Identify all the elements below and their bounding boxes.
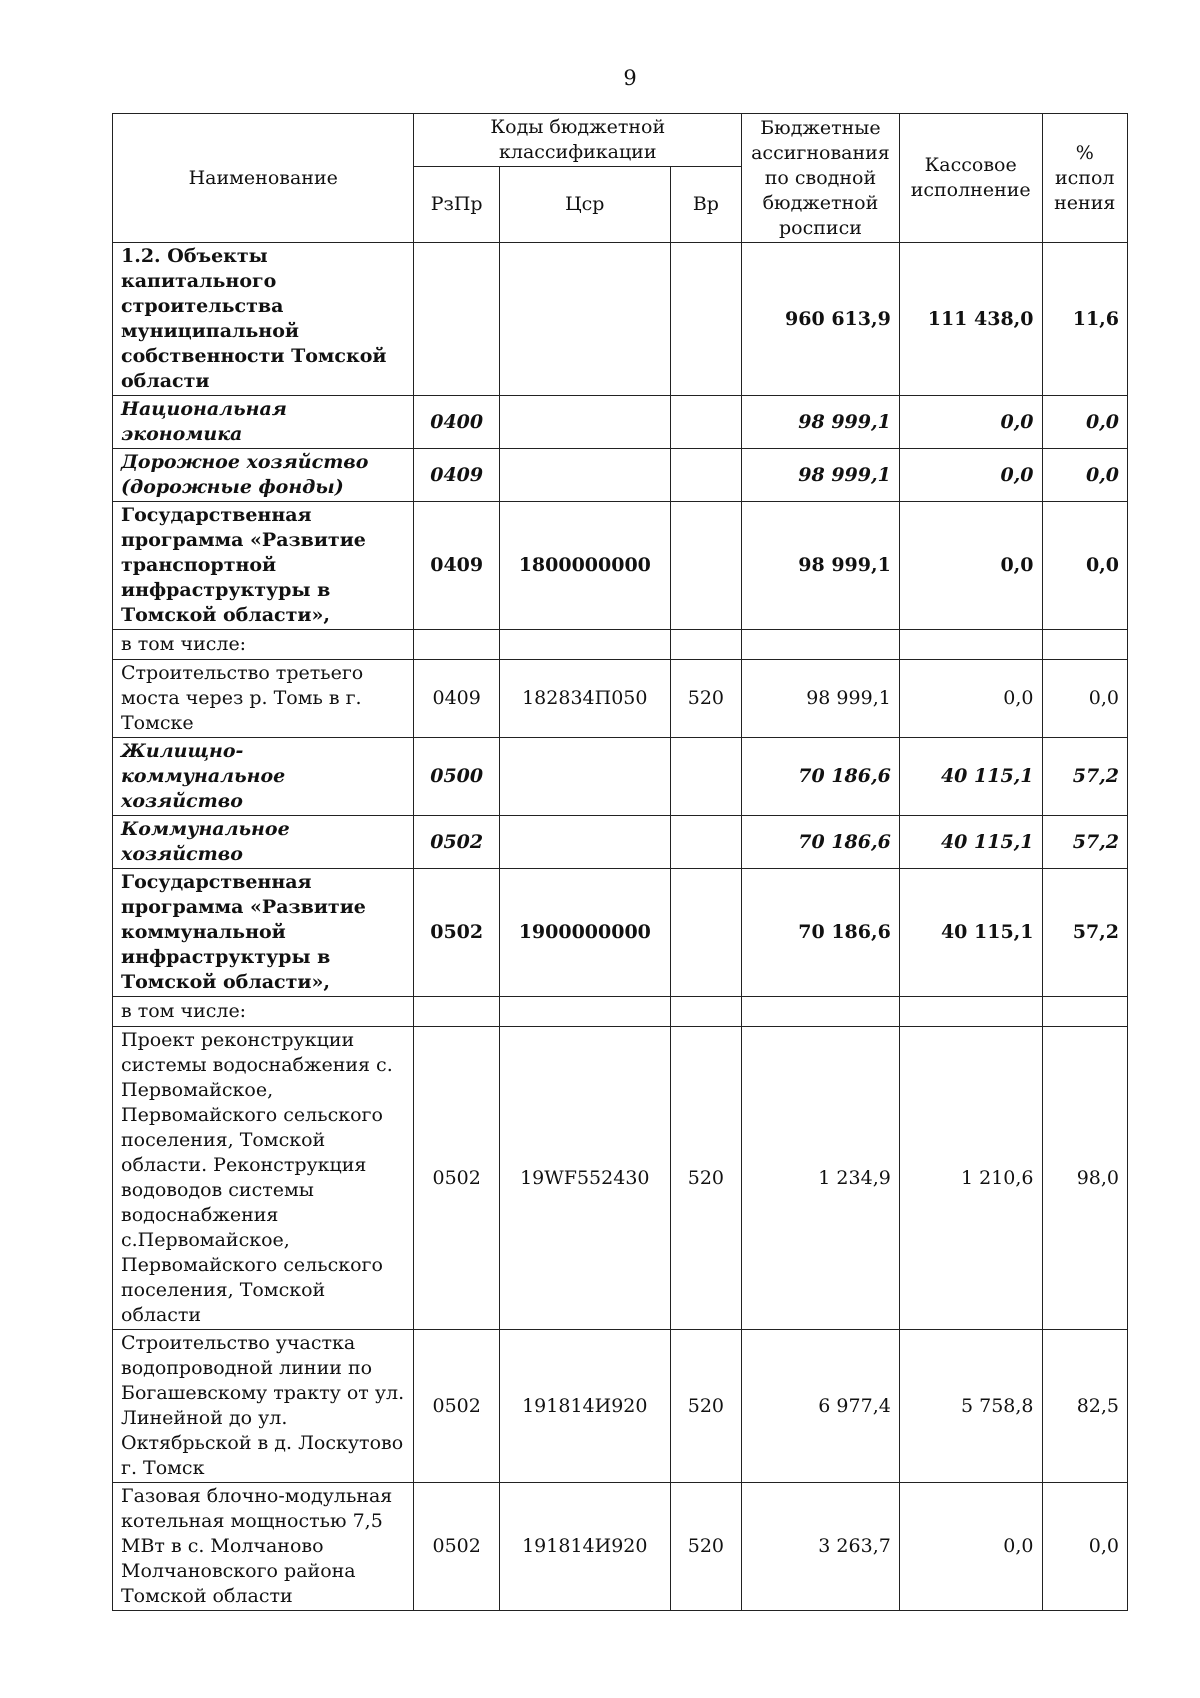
cell-allocations: 98 999,1	[742, 396, 900, 449]
cell-rzpr: 0409	[414, 660, 499, 738]
cell-percent: 0,0	[1042, 449, 1127, 502]
cell-rzpr	[414, 630, 499, 660]
cell-vr: 520	[670, 1330, 741, 1483]
cell-allocations: 70 186,6	[742, 869, 900, 997]
cell-vr	[670, 449, 741, 502]
cell-rzpr: 0500	[414, 738, 499, 816]
header-cash: Кассовое исполнение	[899, 114, 1042, 243]
cell-rzpr: 0409	[414, 502, 499, 630]
cell-name: Строительство третьего моста через р. Томь в г. Томске	[113, 660, 414, 738]
table-row	[113, 243, 1128, 396]
table-row	[113, 738, 1128, 816]
cell-name: Государственная программа «Развитие транспортной инфраструктуры в Томской области»,	[113, 502, 414, 630]
cell-percent: 0,0	[1042, 660, 1127, 738]
cell-csr	[499, 396, 670, 449]
table-row	[113, 1330, 1128, 1483]
cell-percent: 98,0	[1042, 1027, 1127, 1330]
cell-percent: 0,0	[1042, 1483, 1127, 1611]
cell-name: Дорожное хозяйство (дорожные фонды)	[113, 449, 414, 502]
header-rzpr: РзПр	[414, 167, 499, 243]
header-csr: Цср	[499, 167, 670, 243]
cell-allocations	[742, 630, 900, 660]
cell-vr	[670, 869, 741, 997]
cell-csr	[499, 997, 670, 1027]
cell-rzpr: 0502	[414, 869, 499, 997]
cell-allocations: 3 263,7	[742, 1483, 900, 1611]
cell-allocations: 70 186,6	[742, 816, 900, 869]
table-body	[113, 243, 1128, 1611]
cell-rzpr: 0502	[414, 1483, 499, 1611]
cell-cash: 0,0	[899, 449, 1042, 502]
cell-allocations: 960 613,9	[742, 243, 900, 396]
cell-name: в том числе:	[113, 997, 414, 1027]
cell-allocations: 98 999,1	[742, 449, 900, 502]
cell-cash: 5 758,8	[899, 1330, 1042, 1483]
cell-allocations: 70 186,6	[742, 738, 900, 816]
table-row	[113, 869, 1128, 997]
cell-cash	[899, 997, 1042, 1027]
cell-csr	[499, 243, 670, 396]
cell-percent	[1042, 997, 1127, 1027]
cell-csr	[499, 816, 670, 869]
table-row	[113, 396, 1128, 449]
table-row	[113, 816, 1128, 869]
cell-rzpr: 0502	[414, 1330, 499, 1483]
cell-name: Жилищно-коммунальное хозяйство	[113, 738, 414, 816]
header-percent: % испол нения	[1042, 114, 1127, 243]
table-row	[113, 1483, 1128, 1611]
cell-name: Газовая блочно-модульная котельная мощностью 7,5 МВт в с. Молчаново Молчановского района Томской области	[113, 1483, 414, 1611]
cell-allocations	[742, 997, 900, 1027]
cell-name: Национальная экономика	[113, 396, 414, 449]
cell-allocations: 6 977,4	[742, 1330, 900, 1483]
table-row	[113, 502, 1128, 630]
table-header	[113, 114, 1128, 243]
cell-percent: 57,2	[1042, 869, 1127, 997]
cell-vr	[670, 738, 741, 816]
cell-csr	[499, 449, 670, 502]
cell-percent: 82,5	[1042, 1330, 1127, 1483]
cell-csr: 19WF552430	[499, 1027, 670, 1330]
cell-csr	[499, 738, 670, 816]
cell-percent	[1042, 630, 1127, 660]
cell-cash: 40 115,1	[899, 738, 1042, 816]
cell-name: 1.2. Объекты капитального строительства муниципальной собственности Томской области	[113, 243, 414, 396]
cell-cash: 0,0	[899, 502, 1042, 630]
cell-rzpr	[414, 997, 499, 1027]
cell-rzpr: 0502	[414, 1027, 499, 1330]
cell-allocations: 1 234,9	[742, 1027, 900, 1330]
cell-csr	[499, 630, 670, 660]
cell-percent: 0,0	[1042, 396, 1127, 449]
table-row	[113, 660, 1128, 738]
cell-allocations: 98 999,1	[742, 502, 900, 630]
cell-csr: 1900000000	[499, 869, 670, 997]
cell-rzpr: 0400	[414, 396, 499, 449]
cell-cash	[899, 630, 1042, 660]
cell-rzpr	[414, 243, 499, 396]
table-row	[113, 630, 1128, 660]
budget-table	[112, 113, 1128, 1611]
cell-csr: 191814И920	[499, 1483, 670, 1611]
cell-cash: 111 438,0	[899, 243, 1042, 396]
cell-cash: 0,0	[899, 1483, 1042, 1611]
cell-allocations: 98 999,1	[742, 660, 900, 738]
cell-cash: 1 210,6	[899, 1027, 1042, 1330]
cell-vr: 520	[670, 1483, 741, 1611]
cell-percent: 0,0	[1042, 502, 1127, 630]
table-row	[113, 449, 1128, 502]
cell-vr: 520	[670, 660, 741, 738]
cell-vr	[670, 997, 741, 1027]
cell-csr: 191814И920	[499, 1330, 670, 1483]
cell-percent: 57,2	[1042, 738, 1127, 816]
cell-cash: 0,0	[899, 660, 1042, 738]
cell-name: Коммунальное хозяйство	[113, 816, 414, 869]
cell-name: Государственная программа «Развитие коммунальной инфраструктуры в Томской области»,	[113, 869, 414, 997]
page-number: 9	[623, 66, 637, 90]
header-codes-group: Коды бюджетной классификации	[414, 114, 742, 167]
cell-csr: 182834П050	[499, 660, 670, 738]
cell-vr	[670, 630, 741, 660]
cell-percent: 57,2	[1042, 816, 1127, 869]
cell-rzpr: 0409	[414, 449, 499, 502]
header-name: Наименование	[113, 114, 414, 243]
cell-cash: 40 115,1	[899, 869, 1042, 997]
cell-name: Проект реконструкции системы водоснабжения с. Первомайское, Первомайского сельского поселения, Томской области. Реконструкция водоводов системы водоснабжения с.Первомайское, Первомайского сельского поселения, Томской области	[113, 1027, 414, 1330]
table-row	[113, 1027, 1128, 1330]
header-vr: Вр	[670, 167, 741, 243]
cell-percent: 11,6	[1042, 243, 1127, 396]
cell-vr	[670, 396, 741, 449]
header-allocations: Бюджетные ассигнования по сводной бюджетной росписи	[742, 114, 900, 243]
cell-name: Строительство участка водопроводной линии по Богашевскому тракту от ул. Линейной до ул. Октябрьской в д. Лоскутово г. Томск	[113, 1330, 414, 1483]
table-row	[113, 997, 1128, 1027]
cell-rzpr: 0502	[414, 816, 499, 869]
cell-vr	[670, 816, 741, 869]
cell-vr: 520	[670, 1027, 741, 1330]
cell-vr	[670, 243, 741, 396]
cell-vr	[670, 502, 741, 630]
cell-name: в том числе:	[113, 630, 414, 660]
cell-csr: 1800000000	[499, 502, 670, 630]
cell-cash: 0,0	[899, 396, 1042, 449]
cell-cash: 40 115,1	[899, 816, 1042, 869]
